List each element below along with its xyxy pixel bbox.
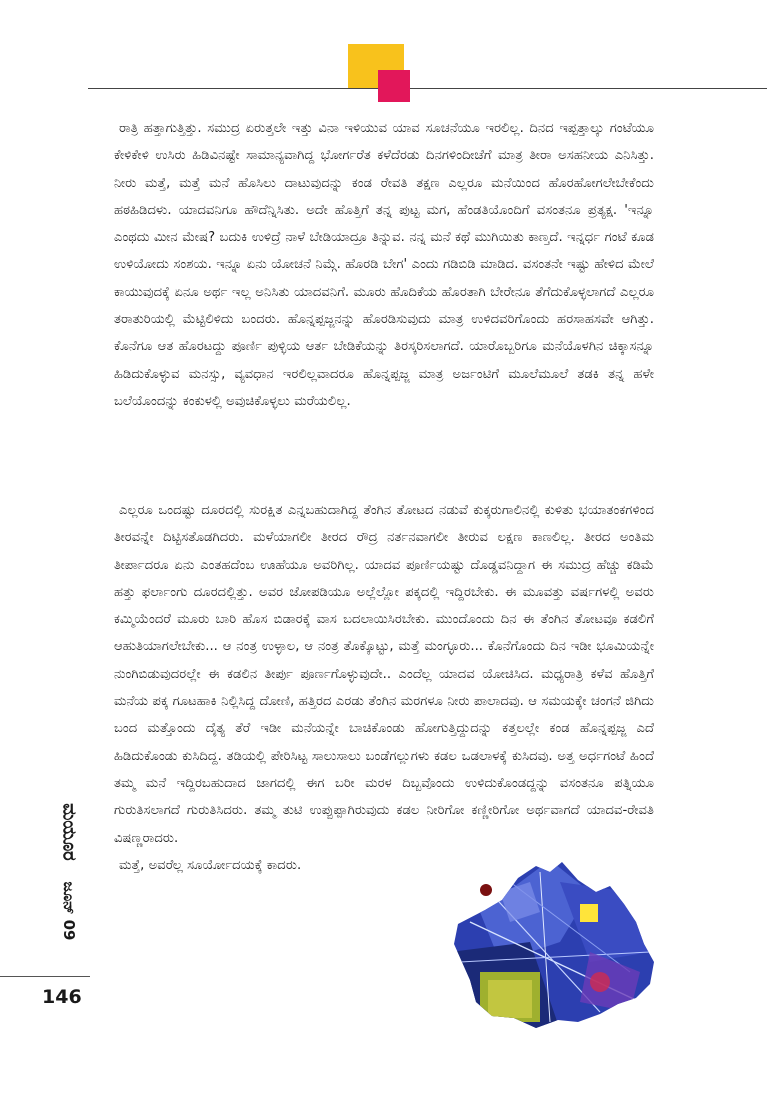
illustration-svg: [440, 852, 695, 1030]
issue-date: [54, 868, 84, 954]
header-accent-pink: [378, 70, 410, 102]
abstract-painting-icon: [440, 852, 695, 1030]
paragraph-2-text: ಎಲ್ಲರೂ ಒಂದಷ್ಟು ದೂರದಲ್ಲಿ ಸುರಕ್ಷಿತ ಎನ್ನಬಹುದಾಗಿದ್ದ ತೆಂಗಿನ ತೋಟದ ನಡುವೆ ಕುಕ್ಕರುಗಾಲಿನಲ್ಲಿ ಕುಳಿತು ಭಯಾತಂಕಗಳಿಂದ ತೀರವನ್ನೇ ದಿಟ್ಟಿಸತೊಡಗಿದರು. ಮಳೆಯಾಗಲೀ ತೀರದ ರೌದ್ರ ನರ್ತನವಾಗಲೀ ತೀರುವ ಲಕ್ಷಣ ಕಾಣಲಿಲ್ಲ. ತೀರದ ಅಂತಿಮ ತೀರ್ಪಾದರೂ ಏನು ಎಂತಹದೆಂಬ ಊಹೆಯೂ ಅವರಿಗಿಲ್ಲ. ಯಾದವ ಪೂರ್ಣಿಯಷ್ಟು ದೊಡ್ಡವನಿದ್ದಾಗ ಈ ಸಮುದ್ರ ಹೆಚ್ಚು ಕಡಿಮೆ ಹತ್ತು ಫರ್ಲಾಂಗು ದೂರದಲ್ಲಿತ್ತು. ಅವರ ಜೋಪಡಿಯೂ ಅಲ್ಲೆಲ್ಲೋ ಪಕ್ಕದಲ್ಲಿ ಇದ್ದಿರಬೇಕು. ಈ ಮೂವತ್ತು ವರ್ಷಗಳಲ್ಲಿ ಅವರು ಕಮ್ಮಿಯೆಂದರೆ ಮೂರು ಬಾರಿ ಹೊಸ ಬಿಡಾರಕ್ಕೆ ವಾಸ ಬದಲಾಯಿಸಿರಬೇಕು. ಮುಂದೊಂದು ದಿನ ಈ ತೆಂಗಿನ ತೋಟವೂ ಕಡಲಿಗೆ ಆಹುತಿಯಾಗಲೇಬೇಕು... ಆ ನಂತ್ರ ಉಳ್ಳಾಲ, ಆ ನಂತ್ರ ತೊಕ್ಕೊಟ್ಟು, ಮತ್ತೆ ಮಂಗ್ಳೂರು... ಕೊನೆಗೊಂದು ದಿನ ಇಡೀ ಭೂಮಿಯನ್ನೇ ನುಂಗಿಬಿಡುವುದರಲ್ಲೇ ಈ ಕಡಲಿನ ತೀರ್ಪು ಪೂರ್ಣಗೊಳ್ಳುವುದೇ.. ಎಂದೆಲ್ಲ ಯಾದವ ಯೋಚಿಸಿದ. ಮಧ್ಯರಾತ್ರಿ ಕಳೆವ ಹೊತ್ತಿಗೆ ಮನೆಯ ಪಕ್ಕ ಗೂಟಹಾಕಿ ನಿಲ್ಲಿಸಿದ್ದ ದೋಣಿ, ಹತ್ತಿರದ ಎರಡು ತೆಂಗಿನ ಮರಗಳೂ ನೀರು ಪಾಲಾದವು. ಆ ಸಮಯಕ್ಕೇ ಚಂಗನೆ ಜಿಗಿದು ಬಂದ ಮತ್ತೊಂದು ದೈತ್ಯ ತೆರೆ ಇಡೀ ಮನೆಯನ್ನೇ ಬಾಚಿಕೊಂಡು ಹೋಗುತ್ತಿದ್ದುದನ್ನು ಕತ್ತಲಲ್ಲೇ ಕಂಡ ಹೊನ್ನಪ್ಪಜ್ಜ ಎದೆ ಹಿಡಿದುಕೊಂಡು ಕುಸಿದಿದ್ದ. ತಡಿಯಲ್ಲಿ ಪೇರಿಸಿಟ್ಟ ಸಾಲುಸಾಲು ಬಂಡೆಗಲ್ಲುಗಳು ಕಡಲ ಒಡಲಾಳಕ್ಕೆ ಕುಸಿದವು. ಅತ್ತ ಅರ್ಧಗಂಟೆ ಹಿಂದೆ ತಮ್ಮ ಮನೆ ಇದ್ದಿರಬಹುದಾದ ಜಾಗದಲ್ಲಿ ಈಗ ಬರೀ ಮರಳ ದಿಬ್ಬವೊಂದು ಉಳಿದುಕೊಂಡದ್ದನ್ನು ವಸಂತನೂ ಪತ್ನಿಯೂ ಗುರುತಿಸಲಾಗದೆ ಗುರುತಿಸಿದರು. ತಮ್ಮ ತುಟಿ ಉಪ್ಪುಪ್ಪಾಗಿರುವುದು ಕಡಲ ನೀರಿಗೋ ಕಣ್ಣೀರಿಗೋ ಅರ್ಥವಾಗದೆ ಯಾದವ-ರೇವತಿ ವಿಷಣ್ಣರಾದರು.: [114, 503, 654, 846]
paragraph-3-text: ಮತ್ತೆ, ಅವರೆಲ್ಲ ಸೂರ್ಯೋದಯಕ್ಕೆ ಕಾದರು.: [119, 858, 302, 873]
magazine-name-text: ಮಯೂರ: [58, 803, 80, 861]
footer-rule: [0, 976, 90, 977]
magazine-name: [54, 805, 84, 859]
paragraph-2: [114, 497, 654, 852]
issue-date-text: ಜೂನ್ 09: [60, 881, 78, 941]
page-number: 146: [42, 986, 82, 1008]
header-rule: [88, 88, 767, 89]
article-body: [114, 115, 654, 879]
paragraph-1: [114, 115, 654, 497]
paragraph-1-text: ರಾತ್ರಿ ಹತ್ತಾಗುತ್ತಿತ್ತು. ಸಮುದ್ರ ಏರುತ್ತಲೇ ಇತ್ತು ವಿನಾ ಇಳಿಯುವ ಯಾವ ಸೂಚನೆಯೂ ಇರಲಿಲ್ಲ. ದಿನದ ಇಪ್ಪತ್ತಾಲ್ಕು ಗಂಟೆಯೂ ಕೇಳಿಕೇಳಿ ಉಸಿರು ಹಿಡಿವಿನಷ್ಟೇ ಸಾಮಾನ್ಯವಾಗಿದ್ದ ಭೋರ್ಗರೆತ ಕಳೆದೆರಡು ದಿನಗಳಿಂದೀಚೆಗೆ ಮಾತ್ರ ತೀರಾ ಅಸಹನೀಯ ಎನಿಸಿತ್ತು. ನೀರು ಮತ್ತೆ, ಮತ್ತೆ ಮನೆ ಹೊಸಿಲು ದಾಟುವುದನ್ನು ಕಂಡ ರೇವತಿ ತಕ್ಷಣ ಎಲ್ಲರೂ ಮನೆಯಿಂದ ಹೊರಹೋಗಲೇಬೇಕೆಂದು ಹಠಹಿಡಿದಳು. ಯಾದವನಿಗೂ ಹೌದೆನ್ನಿಸಿತು. ಅದೇ ಹೊತ್ತಿಗೆ ತನ್ನ ಪುಟ್ಟ ಮಗ, ಹೆಂಡತಿಯೊಂದಿಗೆ ವಸಂತನೂ ಪ್ರತ್ಯಕ್ಷ. 'ಇನ್ನೂ ಎಂಥದು ಮೀನ ಮೇಷ? ಬದುಕಿ ಉಳಿದ್ರೆ ನಾಳೆ ಬೇಡಿಯಾದ್ರೂ ತಿನ್ನುವ. ನನ್ನ ಮನೆ ಕಥೆ ಮುಗಿಯಿತು ಕಾಣ್ತದೆ. ಇನ್ನರ್ಧ ಗಂಟೆ ಕೂಡ ಉಳಿಯೋದು ಸಂಶಯ. ಇನ್ನೂ ಏನು ಯೋಚನೆ ನಿಮ್ಗೆ. ಹೊರಡಿ ಬೇಗ' ಎಂದು ಗಡಿಬಿಡಿ ಮಾಡಿದ. ವಸಂತನೇ ಇಷ್ಟು ಹೇಳಿದ ಮೇಲೆ ಕಾಯುವುದಕ್ಕೆ ಏನೂ ಅರ್ಥ ಇಲ್ಲ ಅನಿಸಿತು ಯಾದವನಿಗೆ. ಮೂರು ಹೊದಿಕೆಯ ಹೊರತಾಗಿ ಬೇರೇನೂ ತೆಗೆದುಕೊಳ್ಳಲಾಗದೆ ಎಲ್ಲರೂ ತರಾತುರಿಯಲ್ಲಿ ಮೆಟ್ಟಿಲಿಳಿದು ಬಂದರು. ಹೊನ್ನಪ್ಪಜ್ಜನನ್ನು ಹೊರಡಿಸುವುದು ಮಾತ್ರ ಉಳಿದವರಿಗೊಂದು ಹರಸಾಹಸವೇ ಆಗಿತ್ತು. ಕೊನೆಗೂ ಆತ ಹೊರಟದ್ದು ಪೂರ್ಣಿ ಪುಳ್ಳಿಯ ಆರ್ತ ಬೇಡಿಕೆಯನ್ನು ತಿರಸ್ಕರಿಸಲಾಗದೆ. ಯಾರೊಬ್ಬರಿಗೂ ಮನೆಯೊಳಗಿನ ಚಿಕ್ಕಾಸನ್ನೂ ಹಿಡಿದುಕೊಳ್ಳುವ ಮನಸ್ಸು, ವ್ಯವಧಾನ ಇರಲಿಲ್ಲವಾದರೂ ಹೊನ್ನಪ್ಪಜ್ಜ ಮಾತ್ರ ಅರ್ಜಂಟಿಗೆ ಮೂಲೆಮೂಲೆ ತಡಕಿ ತನ್ನ ಹಳೇ ಬಲೆಯೊಂದನ್ನು ಕಂಕುಳಲ್ಲಿ ಅವುಚಿಕೊಳ್ಳಲು ಮರೆಯಲಿಲ್ಲ.: [114, 121, 654, 409]
